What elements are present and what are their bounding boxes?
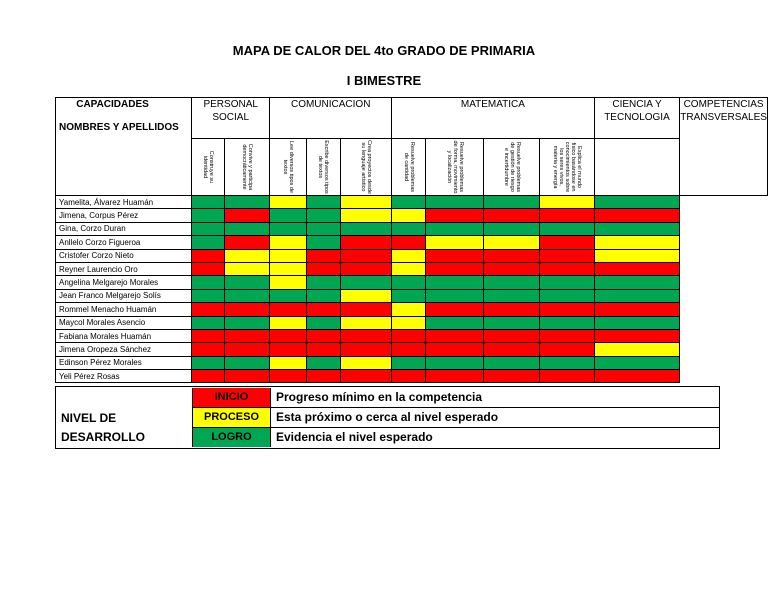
heat-cell — [484, 356, 540, 369]
header-corner-cell — [56, 98, 192, 196]
table-row — [56, 236, 768, 249]
group-comunicacion: COMUNICACION — [270, 98, 392, 139]
heat-cell — [192, 356, 225, 369]
student-name: Yamelita, Álvarez Huamán — [56, 196, 192, 209]
heat-cell — [392, 262, 426, 275]
heat-cell — [270, 356, 307, 369]
heat-cell — [340, 236, 391, 249]
heat-cell — [594, 222, 679, 235]
student-name: Anllelo Corzo Figueroa — [56, 236, 192, 249]
heat-cell — [192, 236, 225, 249]
legend-row-logro — [192, 428, 719, 447]
heat-cell — [426, 289, 484, 302]
heat-cell — [192, 262, 225, 275]
legend-chip-logro: LOGRO — [192, 428, 271, 447]
heat-cell — [426, 329, 484, 342]
heat-cell — [224, 209, 270, 222]
competency-label: Explica el mundo físico basándose en conocimientos sobre los seres vivos, materia y energía — [551, 141, 582, 193]
table-row — [56, 209, 768, 222]
heat-cell — [306, 209, 340, 222]
heat-cell — [224, 236, 270, 249]
legend-chip-inicio: INICIO — [192, 388, 271, 407]
heat-cell — [426, 303, 484, 316]
heat-cell — [484, 329, 540, 342]
heat-cell — [594, 303, 679, 316]
heat-cell — [340, 249, 391, 262]
heat-cell — [192, 276, 225, 289]
heat-cell — [224, 222, 270, 235]
heat-cell — [426, 356, 484, 369]
heat-cell — [426, 262, 484, 275]
table-row — [56, 316, 768, 329]
table-row — [56, 276, 768, 289]
competency-label: Lee diversos tipos de textos — [282, 141, 295, 193]
heat-cell — [594, 262, 679, 275]
competency-label: Resuelve problemas de gestión de riesgo e incertidumbre — [502, 141, 521, 193]
competency-header-8 — [539, 139, 594, 196]
student-name: Cristofer Corzo Nieto — [56, 249, 192, 262]
heat-cell — [484, 303, 540, 316]
competency-header-3 — [306, 139, 340, 196]
competency-header-5 — [392, 139, 426, 196]
heat-cell — [306, 236, 340, 249]
heat-cell — [340, 276, 391, 289]
table-row — [56, 196, 768, 209]
heat-cell — [306, 289, 340, 302]
heat-cell — [426, 276, 484, 289]
nombres-label: NOMBRES Y APELLIDOS — [59, 122, 179, 133]
heat-cell — [224, 276, 270, 289]
heat-cell — [192, 209, 225, 222]
heat-cell — [340, 209, 391, 222]
legend — [55, 386, 720, 449]
table-row — [56, 356, 768, 369]
heat-cell — [484, 316, 540, 329]
heat-cell — [426, 343, 484, 356]
competency-label: Resuelve problemas de cantidad — [402, 141, 415, 193]
heat-cell — [594, 209, 679, 222]
heat-cell — [340, 343, 391, 356]
heat-cell — [270, 316, 307, 329]
heat-cell — [340, 329, 391, 342]
student-name: Angelina Melgarejo Morales — [56, 276, 192, 289]
heat-cell — [539, 276, 594, 289]
student-name: Edinson Pérez Morales — [56, 356, 192, 369]
heat-cell — [270, 303, 307, 316]
student-name: Jimena Oropeza Sánchez — [56, 343, 192, 356]
heat-cell — [392, 289, 426, 302]
heat-cell — [192, 249, 225, 262]
heat-cell — [306, 316, 340, 329]
heat-cell — [484, 262, 540, 275]
heat-cell — [340, 316, 391, 329]
heat-cell — [594, 329, 679, 342]
heat-cell — [192, 329, 225, 342]
heat-cell — [539, 222, 594, 235]
heat-cell — [270, 209, 307, 222]
heat-cell — [306, 276, 340, 289]
heat-cell — [594, 196, 679, 209]
heat-cell — [340, 303, 391, 316]
heat-cell — [192, 370, 225, 383]
heat-cell — [192, 303, 225, 316]
heat-cell — [270, 236, 307, 249]
heat-cell — [484, 370, 540, 383]
heat-cell — [192, 343, 225, 356]
heat-cell — [426, 370, 484, 383]
heat-cell — [539, 356, 594, 369]
heat-cell — [426, 316, 484, 329]
table-row — [56, 329, 768, 342]
heat-cell — [224, 262, 270, 275]
heat-cell — [224, 196, 270, 209]
heat-cell — [340, 262, 391, 275]
legend-desc-logro: Evidencia el nivel esperado — [276, 430, 433, 444]
legend-row-inicio — [192, 388, 719, 408]
legend-desc-inicio: Progreso mínimo en la competencia — [276, 390, 483, 404]
heat-cell — [484, 196, 540, 209]
heat-cell — [392, 196, 426, 209]
legend-desc-proceso: Esta próximo o cerca al nivel esperado — [276, 410, 499, 424]
page-title: MAPA DE CALOR DEL 4to GRADO DE PRIMARIA — [232, 43, 536, 58]
heat-cell — [539, 343, 594, 356]
competency-header-6 — [426, 139, 484, 196]
heat-cell — [192, 222, 225, 235]
student-name: Jimena, Corpus Pérez — [56, 209, 192, 222]
heat-cell — [340, 356, 391, 369]
competency-label: Resuelve problemas de forma, movimiento y localización — [445, 140, 464, 194]
heat-cell — [594, 316, 679, 329]
heat-cell — [484, 209, 540, 222]
heat-cell — [340, 370, 391, 383]
heat-cell — [224, 370, 270, 383]
heat-cell — [539, 196, 594, 209]
heat-cell — [539, 249, 594, 262]
table-row — [56, 370, 768, 383]
heat-cell — [392, 303, 426, 316]
heat-cell — [224, 329, 270, 342]
heat-cell — [392, 236, 426, 249]
heat-cell — [306, 356, 340, 369]
heat-cell — [270, 196, 307, 209]
heat-cell — [270, 249, 307, 262]
heat-cell — [392, 276, 426, 289]
heat-cell — [392, 329, 426, 342]
student-name: Gina, Corzo Duran — [56, 222, 192, 235]
competency-header-7 — [484, 139, 540, 196]
competency-header-1 — [224, 139, 270, 196]
heat-cell — [484, 276, 540, 289]
student-name: Reyner Laurencio Oro — [56, 262, 192, 275]
heat-cell — [306, 370, 340, 383]
competency-label: Crea proyectos desde su lenguaje artístico — [359, 140, 372, 194]
heat-cell — [426, 196, 484, 209]
competency-label: Convive y participa democráticamente — [241, 143, 254, 191]
heat-cell — [539, 289, 594, 302]
heat-cell — [340, 222, 391, 235]
heat-cell — [270, 370, 307, 383]
heat-cell — [306, 196, 340, 209]
heat-cell — [426, 236, 484, 249]
page-subtitle: I BIMESTRE — [346, 73, 422, 88]
heat-cell — [306, 303, 340, 316]
heat-cell — [392, 356, 426, 369]
heat-cell — [426, 222, 484, 235]
group-header-row — [56, 98, 768, 139]
heat-cell — [192, 316, 225, 329]
heat-cell — [392, 316, 426, 329]
heat-cell — [539, 329, 594, 342]
legend-chip-proceso: PROCESO — [192, 408, 271, 427]
table-row — [56, 249, 768, 262]
heat-cell — [270, 289, 307, 302]
heat-cell — [340, 196, 391, 209]
heat-cell — [224, 316, 270, 329]
heat-cell — [484, 236, 540, 249]
heat-cell — [306, 329, 340, 342]
heat-cell — [484, 343, 540, 356]
table-row — [56, 343, 768, 356]
heat-cell — [392, 249, 426, 262]
heat-cell — [224, 343, 270, 356]
capacidades-label: CAPACIDADES — [76, 99, 149, 110]
heat-cell — [306, 262, 340, 275]
heat-cell — [270, 222, 307, 235]
heat-cell — [484, 289, 540, 302]
heat-cell — [270, 262, 307, 275]
group-ciencia-tecnologia: CIENCIA Y TECNOLOGIA — [594, 98, 679, 139]
heat-cell — [594, 343, 679, 356]
table-row — [56, 262, 768, 275]
legend-title: NIVEL DE DESARROLLO — [61, 411, 145, 444]
student-name: Jean Franco Melgarejo Solís — [56, 289, 192, 302]
heat-cell — [306, 343, 340, 356]
table-row — [56, 303, 768, 316]
heat-cell — [340, 289, 391, 302]
heat-cell — [224, 289, 270, 302]
heat-cell — [594, 356, 679, 369]
heat-cell — [594, 236, 679, 249]
heat-cell — [539, 209, 594, 222]
heat-cell — [484, 249, 540, 262]
heat-cell — [594, 276, 679, 289]
student-name: Fabiana Morales Huamán — [56, 329, 192, 342]
competency-label: Construye su identidad — [201, 150, 214, 184]
group-competencias-transversales: COMPETENCIAS TRANSVERSALES — [680, 98, 768, 196]
heat-cell — [539, 316, 594, 329]
student-name: Maycol Morales Asencio — [56, 316, 192, 329]
group-personal-social: PERSONAL SOCIAL — [192, 98, 270, 139]
legend-row-proceso — [192, 408, 719, 428]
heat-cell — [306, 222, 340, 235]
heat-cell — [392, 222, 426, 235]
heat-cell — [192, 196, 225, 209]
competency-header-0 — [192, 139, 225, 196]
competency-label: Escribe diversos tipos de textos — [317, 140, 330, 194]
competency-header-4 — [340, 139, 391, 196]
table-row — [56, 222, 768, 235]
heat-cell — [392, 343, 426, 356]
heat-cell — [484, 222, 540, 235]
heat-cell — [594, 289, 679, 302]
heatmap-table — [55, 97, 768, 383]
heat-cell — [224, 356, 270, 369]
heat-cell — [270, 276, 307, 289]
group-matematica: MATEMATICA — [392, 98, 595, 139]
heat-cell — [594, 249, 679, 262]
heat-cell — [426, 209, 484, 222]
heat-cell — [192, 289, 225, 302]
heat-cell — [224, 249, 270, 262]
heat-cell — [426, 249, 484, 262]
heat-cell — [392, 209, 426, 222]
heat-cell — [539, 303, 594, 316]
student-name: Rommel Menacho Huamán — [56, 303, 192, 316]
heat-cell — [224, 303, 270, 316]
heat-cell — [392, 370, 426, 383]
heat-cell — [539, 370, 594, 383]
heat-cell — [539, 236, 594, 249]
heat-cell — [539, 262, 594, 275]
student-name: Yeli Pérez Rosas — [56, 370, 192, 383]
table-row — [56, 289, 768, 302]
heat-cell — [594, 370, 679, 383]
heat-cell — [270, 343, 307, 356]
heat-cell — [270, 329, 307, 342]
competency-header-2 — [270, 139, 307, 196]
heat-cell — [306, 249, 340, 262]
